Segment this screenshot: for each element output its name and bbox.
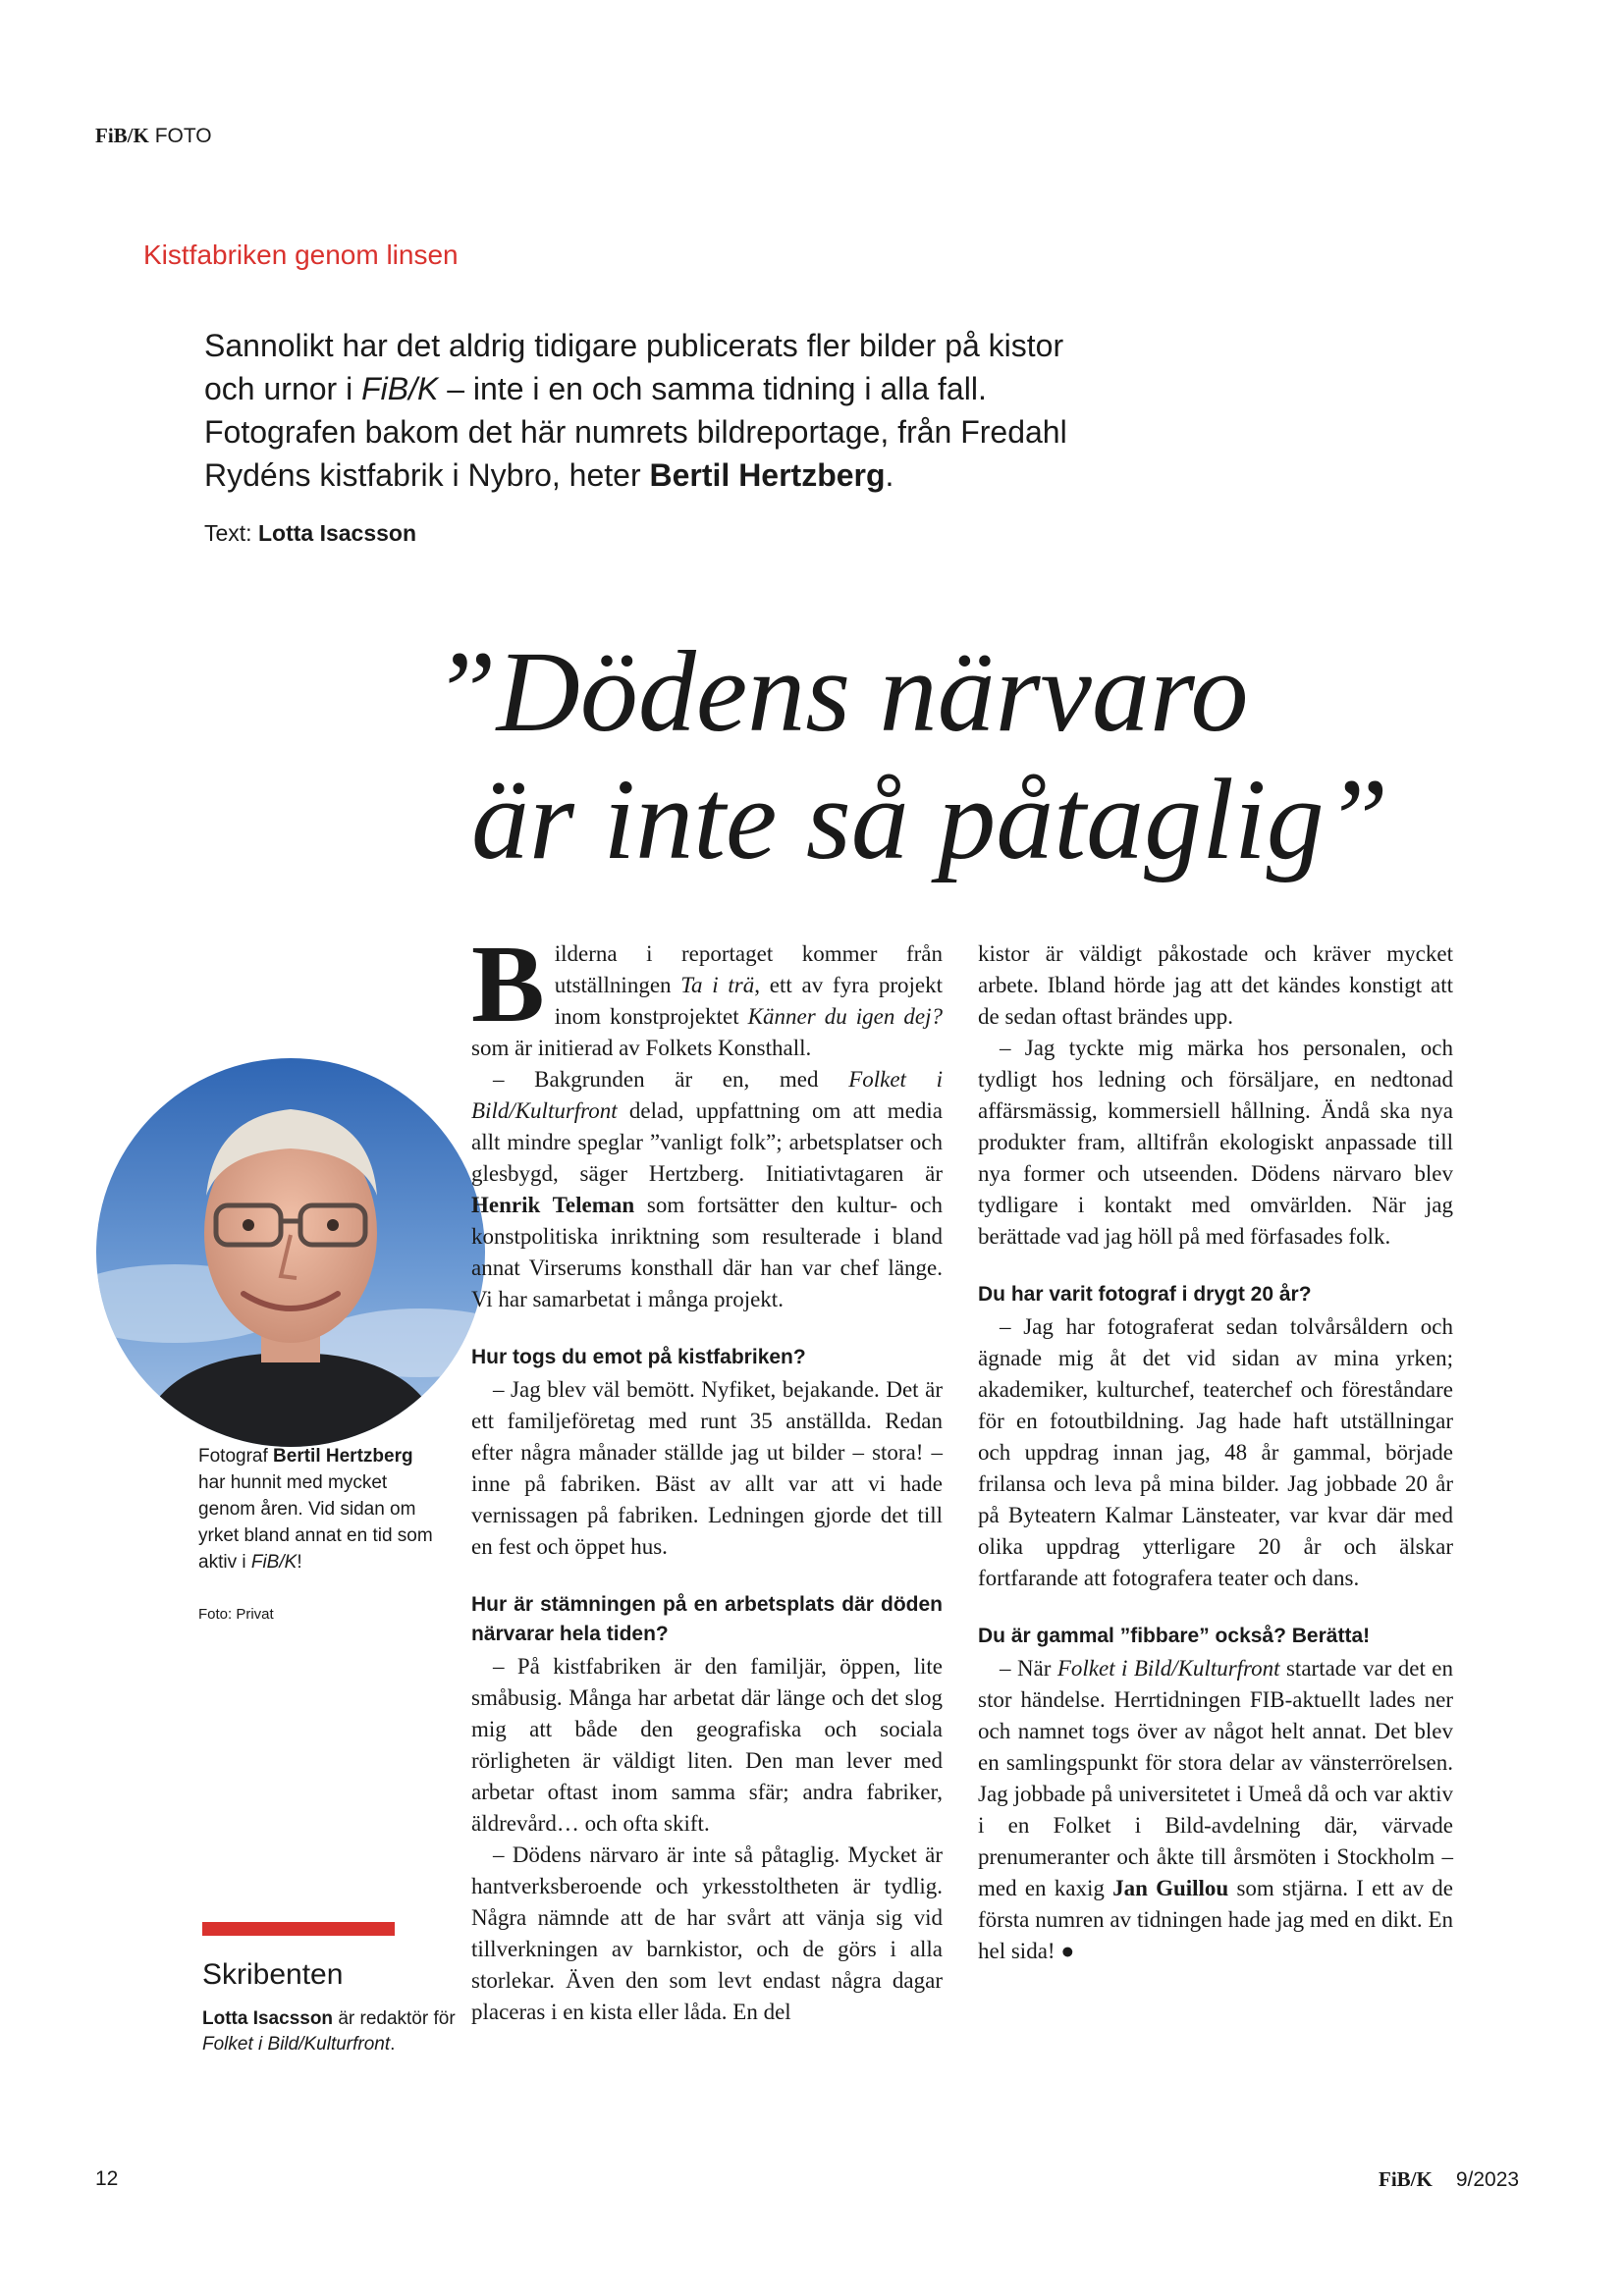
photographer-portrait bbox=[96, 1058, 485, 1447]
byline-name: Lotta Isacsson bbox=[257, 520, 417, 546]
text-run: som fortsätter den kultur- och konstpolitiska inriktning som resulterade i bland annat Virserums konsthall där han var chef länge. Vi har samarbetat i många projekt. bbox=[471, 1193, 943, 1311]
portrait-illustration bbox=[96, 1058, 485, 1447]
text-run: som stjärna. I ett av de första numren av tidningen hade jag med en dikt. En hel sida! bbox=[978, 1876, 1453, 1963]
article-paragraph: – På kistfabriken är den familjär, öppen, lite småbusig. Många har arbetat där länge och det slog mig att både den geografiska och sociala rörligheten är väldigt liten. Den man lever med arbetar oftast inom samma sfär; andra fabriker, äldrevård… och ofta skift. bbox=[471, 1654, 943, 1836]
lead-paragraph bbox=[204, 324, 1088, 497]
text-run: , ett av fyra projekt inom konstprojektet bbox=[554, 973, 943, 1029]
publication-name: Folket i Bild/Kulturfront bbox=[1056, 1656, 1280, 1681]
project-title: Känner du igen dej? bbox=[747, 1004, 944, 1029]
publication-name: Folket i Bild/Kulturfront bbox=[471, 1067, 944, 1123]
article-paragraph bbox=[978, 1653, 1453, 1967]
lead-photographer-name: Bertil Hertzberg bbox=[649, 457, 886, 493]
photo-credit: Foto: Privat bbox=[198, 1606, 274, 1623]
footer-brand: FiB/K bbox=[1379, 2167, 1433, 2191]
kicker: Kistfabriken genom linsen bbox=[143, 240, 459, 270]
text-run: ilderna i reportaget kommer från utställningen bbox=[554, 941, 943, 997]
article-paragraph bbox=[471, 1064, 943, 1315]
person-name: Jan Guillou bbox=[1112, 1876, 1229, 1900]
headline-line-2: är inte så påtaglig” bbox=[471, 755, 1389, 883]
footer-issue bbox=[1379, 2167, 1519, 2192]
section-name: FOTO bbox=[154, 125, 212, 147]
article-paragraph: – Jag har fotograferat sedan tolvårsåldern och ägnade mig åt det vid sidan av mina yrken; akademiker, kulturchef, teaterchef och föreståndare för en fotoutbildning. Jag hade haft utställningar och uppdrag innan jag, 48 år gammal, började frilansa och leva på mina bilder. Jag jobbade 20 år på Byteatern Kalmar Länsteater, var kvar där med olika uppdrag ytterligare 20 år och älskar fortfarande att fotografera teater och dans. bbox=[978, 1314, 1453, 1590]
page-number: 12 bbox=[95, 2167, 119, 2190]
issue-number: 9/2023 bbox=[1455, 2168, 1520, 2191]
text-run: som är initierad av Folkets Konsthall. bbox=[471, 1036, 812, 1060]
caption-text: har hunnit med mycket genom åren. Vid sidan om yrket bland annat en tid som aktiv i bbox=[198, 1472, 433, 1573]
writer-box-title: Skribenten bbox=[202, 1958, 344, 1991]
lead-end: . bbox=[885, 457, 894, 493]
byline-label: Text: bbox=[204, 520, 258, 546]
lead-text-1: Sannolikt har det aldrig tidigare publicerats fler bilder på kistor och urnor i bbox=[204, 328, 1064, 406]
exhibition-title: Ta i trä bbox=[680, 973, 755, 997]
caption-emphasis: FiB/K bbox=[250, 1552, 298, 1573]
question-heading: Du har varit fotograf i drygt 20 år? bbox=[978, 1283, 1312, 1306]
question-heading: Du är gammal ”fibbare” också? Berätta! bbox=[978, 1625, 1371, 1647]
article-paragraph: – Jag tyckte mig märka hos personalen, och tydligt hos ledning och försäljare, en nedtonad affärsmässig, kommersiell hållning. Ändå ska nya produkter fram, alltifrån ekologiskt anpassade till nya former och utseenden. Dödens närvaro blev tydligare i kontakt med omvärlden. När jag berättade vad jag höll på med förfasades folk. bbox=[978, 1036, 1453, 1249]
writer-end: . bbox=[390, 2034, 396, 2055]
article-paragraph: kistor är väldigt påkostade och kräver mycket arbete. Ibland hörde jag att det kändes konstigt att de sedan oftast brändes upp. bbox=[978, 941, 1453, 1029]
caption-end: ! bbox=[297, 1552, 302, 1573]
writer-text: är redaktör för bbox=[333, 2008, 456, 2029]
headline bbox=[432, 628, 1551, 883]
person-name: Henrik Teleman bbox=[471, 1193, 635, 1217]
article-column-1 bbox=[471, 924, 944, 2028]
lead-emphasis: FiB/K bbox=[361, 371, 439, 406]
photo-caption bbox=[198, 1443, 444, 1575]
article-column-2 bbox=[978, 938, 1453, 1967]
article-paragraph: – Jag blev väl bemött. Nyfiket, bejakande. Det är ett familjeföretag med runt 35 anställda. Redan efter några månader ställde jag ut bilder – stora! – inne på fabriken. Bäst av allt var att vi hade vernissagen på fabriken. Ledningen gjorde det till en fest och öppet hus. bbox=[471, 1377, 943, 1559]
section-header bbox=[95, 124, 212, 148]
byline bbox=[204, 520, 416, 547]
caption-prefix: Fotograf bbox=[198, 1446, 274, 1467]
writer-box-accent-bar bbox=[202, 1922, 395, 1936]
end-mark: ● bbox=[1060, 1939, 1075, 1963]
writer-publication: Folket i Bild/Kulturfront bbox=[202, 2034, 391, 2055]
dropcap: B bbox=[471, 924, 545, 1045]
writer-name: Lotta Isacsson bbox=[202, 2008, 334, 2029]
text-run: – När bbox=[1000, 1656, 1057, 1681]
text-run: – Bakgrunden är en, med bbox=[493, 1067, 849, 1092]
text-run: startade var det en stor händelse. Herrtidningen FIB-aktuellt lades ner och namnet togs över av något helt annat. Det blev en samlingspunkt för stora delar av vänsterrörelsen. Jag jobbade på universitetet i Umeå då och var aktiv i en Folket i Bild-avdelning där, värvade prenumeranter och åkte till årsmöten i Stockholm – med en kaxig bbox=[978, 1656, 1453, 1900]
question-heading: Hur togs du emot på kistfabriken? bbox=[471, 1346, 806, 1368]
section-brand: FiB/K bbox=[95, 124, 149, 147]
article-paragraph bbox=[471, 924, 944, 1064]
caption-name: Bertil Hertzberg bbox=[273, 1446, 413, 1467]
lead-text-2: – inte i en och samma tidning i alla fall. Fotografen bakom det här numrets bildreportage, från Fredahl Rydéns kistfabrik i Nybro, heter bbox=[204, 371, 1067, 493]
question-heading: Hur är stämningen på en arbetsplats där döden närvarar hela tiden? bbox=[471, 1593, 943, 1645]
article-paragraph: – Dödens närvaro är inte så påtaglig. Mycket är hantverksberoende och yrkesstoltheten är tydlig. Några nämnde att de har svårt att vänja sig vid tillverkningen av barnkistor, och de görs i alla storlekar. Även den som levt endast några dagar placeras i en kista eller låda. En del bbox=[471, 1842, 943, 2024]
writer-box-text bbox=[202, 2006, 467, 2057]
text-run: delad, uppfattning om att media allt mindre speglar ”vanligt folk”; arbetsplatser och glesbygd, säger Hertzberg. Initiativtagaren är bbox=[471, 1098, 943, 1186]
headline-line-1: ”Dödens närvaro bbox=[432, 627, 1249, 756]
